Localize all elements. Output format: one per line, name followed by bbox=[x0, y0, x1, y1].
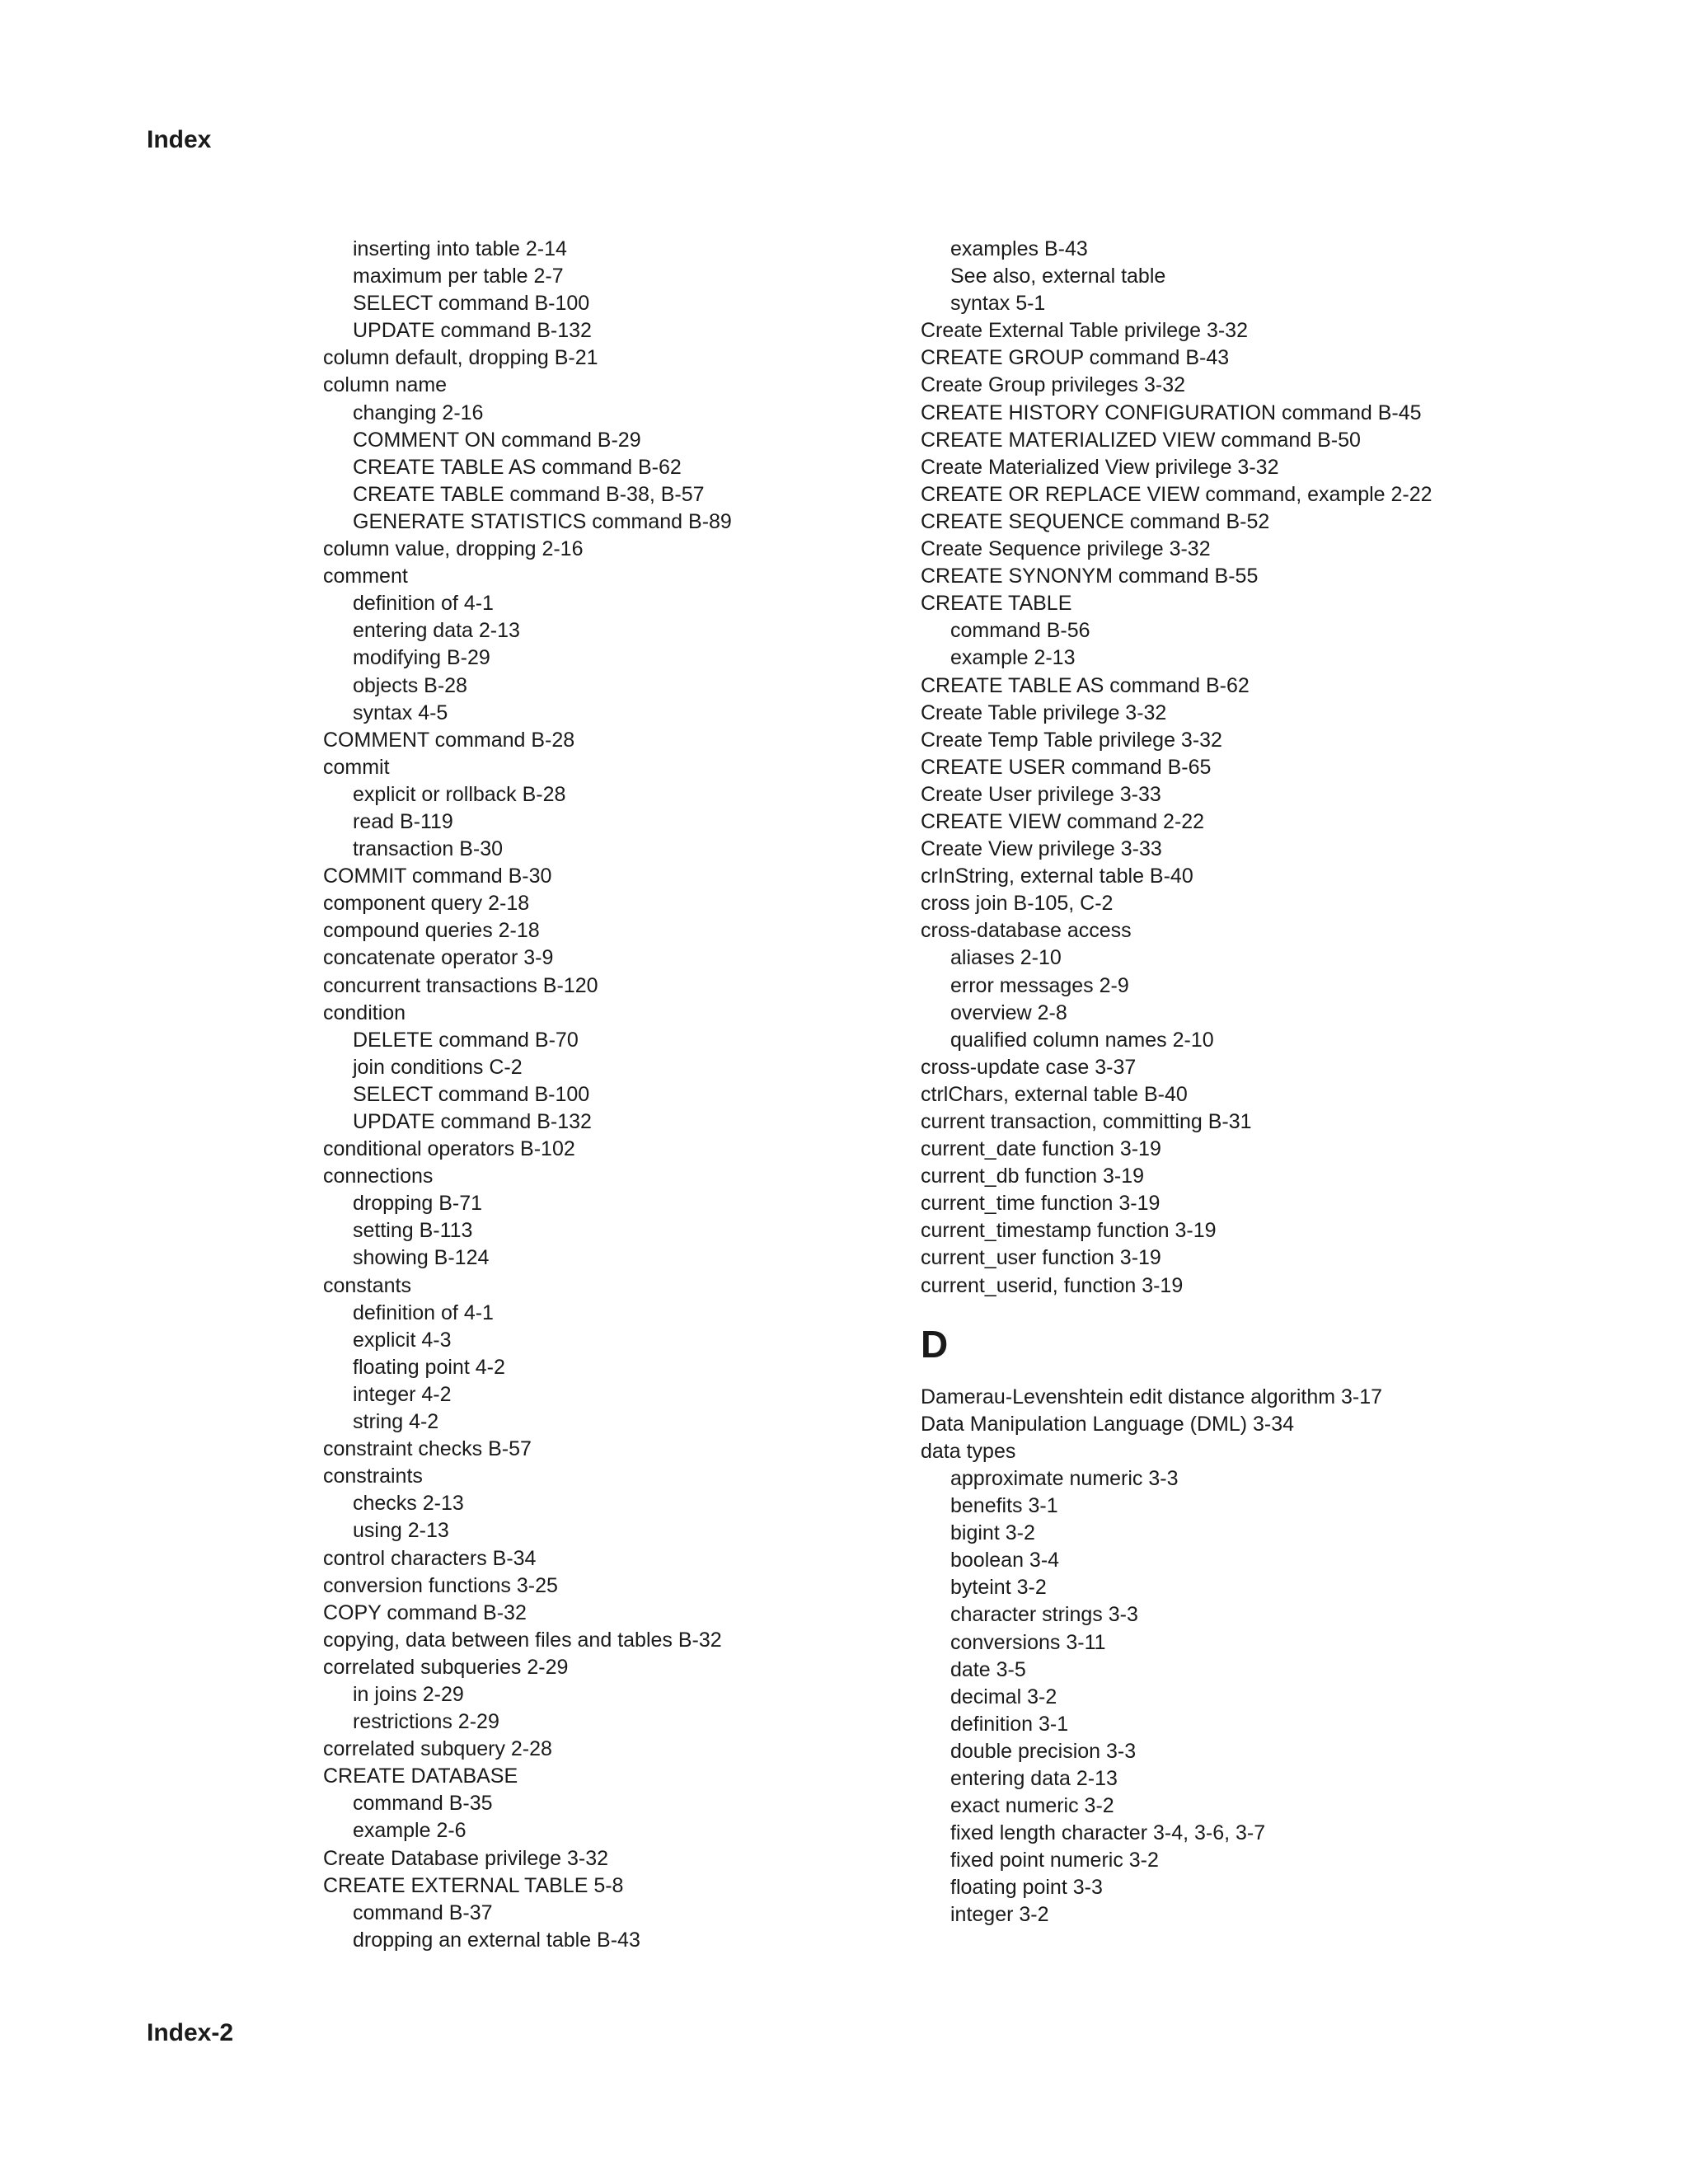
index-entry: cross-database access bbox=[921, 919, 1132, 943]
index-entry: current_time function 3-19 bbox=[921, 1192, 1160, 1216]
index-subentry: showing B-124 bbox=[353, 1246, 490, 1270]
index-subentry: join conditions C-2 bbox=[353, 1055, 523, 1079]
index-subentry: checks 2-13 bbox=[353, 1492, 464, 1516]
index-subentry: maximum per table 2-7 bbox=[353, 265, 564, 288]
index-column-right bbox=[921, 236, 1547, 1929]
index-subentry: COMMENT ON command B-29 bbox=[353, 428, 641, 452]
index-entry: current_userid, function 3-19 bbox=[921, 1273, 1184, 1297]
index-entry: Create Group privileges 3-32 bbox=[921, 373, 1185, 397]
index-entry: compound queries 2-18 bbox=[323, 919, 540, 943]
index-subentry: decimal 3-2 bbox=[950, 1685, 1057, 1708]
index-subentry: read B-119 bbox=[353, 809, 453, 833]
index-subentry: boolean 3-4 bbox=[950, 1549, 1060, 1572]
index-entry: concurrent transactions B-120 bbox=[323, 973, 598, 997]
index-subentry: DELETE command B-70 bbox=[353, 1028, 579, 1052]
index-entry: concatenate operator 3-9 bbox=[323, 946, 554, 970]
index-entry: comment bbox=[323, 565, 408, 588]
index-entry: CREATE DATABASE bbox=[323, 1765, 518, 1788]
index-entry: CREATE USER command B-65 bbox=[921, 755, 1212, 779]
index-subentry: changing 2-16 bbox=[353, 401, 484, 424]
index-entry: CREATE MATERIALIZED VIEW command B-50 bbox=[921, 428, 1361, 452]
index-subentry: explicit or rollback B-28 bbox=[353, 782, 566, 806]
index-entry: cross join B-105, C-2 bbox=[921, 892, 1114, 916]
index-entry: CREATE SEQUENCE command B-52 bbox=[921, 509, 1270, 533]
index-subentry: entering data 2-13 bbox=[353, 619, 520, 643]
index-entry: connections bbox=[323, 1165, 434, 1188]
index-entry: crInString, external table B-40 bbox=[921, 865, 1193, 888]
index-subentry: qualified column names 2-10 bbox=[950, 1028, 1214, 1052]
index-entry: condition bbox=[323, 1001, 406, 1024]
index-entry: Create Temp Table privilege 3-32 bbox=[921, 728, 1222, 752]
index-subentry: example 2-13 bbox=[950, 646, 1076, 670]
index-subentry: conversions 3-11 bbox=[950, 1630, 1106, 1654]
index-subentry: floating point 4-2 bbox=[353, 1355, 505, 1379]
index-entry: CREATE OR REPLACE VIEW command, example 2-22 bbox=[921, 482, 1432, 506]
index-subentry: CREATE TABLE AS command B-62 bbox=[353, 455, 682, 479]
index-entry: constraints bbox=[323, 1465, 423, 1488]
index-entry: correlated subquery 2-28 bbox=[323, 1737, 552, 1761]
index-entry: Damerau-Levenshtein edit distance algorithm 3-17 bbox=[921, 1385, 1383, 1408]
index-entry: copying, data between files and tables B-32 bbox=[323, 1628, 722, 1652]
letter-section-gap bbox=[921, 1300, 1547, 1321]
index-subentry: See also, external table bbox=[950, 265, 1166, 288]
index-subentry: CREATE TABLE command B-38, B-57 bbox=[353, 482, 705, 506]
index-entry: CREATE HISTORY CONFIGURATION command B-45 bbox=[921, 401, 1422, 424]
index-subentry: definition of 4-1 bbox=[353, 1301, 494, 1324]
index-subentry: dropping an external table B-43 bbox=[353, 1928, 640, 1952]
index-subentry: entering data 2-13 bbox=[950, 1766, 1118, 1790]
index-entry: CREATE EXTERNAL TABLE 5-8 bbox=[323, 1873, 624, 1897]
index-subentry: approximate numeric 3-3 bbox=[950, 1466, 1179, 1490]
index-entry: commit bbox=[323, 755, 390, 779]
index-subentry: exact numeric 3-2 bbox=[950, 1794, 1114, 1818]
index-entry: current_timestamp function 3-19 bbox=[921, 1219, 1217, 1243]
index-subentry: date 3-5 bbox=[950, 1657, 1026, 1681]
index-subentry: bigint 3-2 bbox=[950, 1521, 1035, 1545]
index-subentry: character strings 3-3 bbox=[950, 1603, 1138, 1627]
index-subentry: GENERATE STATISTICS command B-89 bbox=[353, 509, 732, 533]
index-entry: Create Materialized View privilege 3-32 bbox=[921, 455, 1279, 479]
index-subentry: definition of 4-1 bbox=[353, 592, 494, 616]
index-entry: CREATE SYNONYM command B-55 bbox=[921, 565, 1259, 588]
index-subentry: in joins 2-29 bbox=[353, 1682, 464, 1706]
index-entry: current_date function 3-19 bbox=[921, 1137, 1161, 1161]
index-entry: column default, dropping B-21 bbox=[323, 346, 598, 370]
index-entry: conversion functions 3-25 bbox=[323, 1573, 558, 1597]
index-subentry: fixed point numeric 3-2 bbox=[950, 1849, 1159, 1872]
index-entry: CREATE TABLE AS command B-62 bbox=[921, 673, 1250, 697]
index-entry: COMMENT command B-28 bbox=[323, 728, 575, 752]
index-subentry: SELECT command B-100 bbox=[353, 1082, 590, 1106]
index-entry: cross-update case 3-37 bbox=[921, 1055, 1137, 1079]
index-subentry: setting B-113 bbox=[353, 1219, 473, 1243]
index-entry: COPY command B-32 bbox=[323, 1601, 527, 1624]
index-subentry: integer 4-2 bbox=[353, 1382, 452, 1406]
index-entry: current transaction, committing B-31 bbox=[921, 1110, 1252, 1133]
index-subentry: transaction B-30 bbox=[353, 837, 504, 861]
index-subentry: UPDATE command B-132 bbox=[353, 319, 592, 343]
index-entry: data types bbox=[921, 1439, 1016, 1463]
index-entry: Data Manipulation Language (DML) 3-34 bbox=[921, 1412, 1295, 1436]
index-entry: column value, dropping 2-16 bbox=[323, 537, 584, 561]
index-entry: conditional operators B-102 bbox=[323, 1137, 575, 1161]
index-entry: CREATE TABLE bbox=[921, 592, 1072, 616]
index-entry: constraint checks B-57 bbox=[323, 1437, 532, 1461]
index-entry: current_db function 3-19 bbox=[921, 1165, 1145, 1188]
index-subentry: benefits 3-1 bbox=[950, 1494, 1058, 1518]
index-subentry: floating point 3-3 bbox=[950, 1876, 1103, 1900]
index-subentry: syntax 5-1 bbox=[950, 292, 1046, 316]
page-number: Index-2 bbox=[147, 2019, 234, 2046]
index-entry: Create External Table privilege 3-32 bbox=[921, 319, 1248, 343]
index-entry: ctrlChars, external table B-40 bbox=[921, 1082, 1188, 1106]
index-subentry: double precision 3-3 bbox=[950, 1739, 1137, 1763]
index-column-left bbox=[323, 236, 950, 1954]
index-subentry: integer 3-2 bbox=[950, 1903, 1049, 1927]
index-entry: CREATE VIEW command 2-22 bbox=[921, 809, 1205, 833]
running-header-title: Index bbox=[147, 126, 212, 153]
index-letter-heading: D bbox=[921, 1322, 949, 1366]
index-subentry: definition 3-1 bbox=[950, 1712, 1069, 1736]
index-entry: control characters B-34 bbox=[323, 1546, 537, 1570]
index-subentry: string 4-2 bbox=[353, 1410, 439, 1434]
index-subentry: fixed length character 3-4, 3-6, 3-7 bbox=[950, 1821, 1266, 1845]
index-subentry: objects B-28 bbox=[353, 673, 467, 697]
index-entry: current_user function 3-19 bbox=[921, 1246, 1161, 1270]
index-entry: Create Sequence privilege 3-32 bbox=[921, 537, 1211, 561]
index-subentry: modifying B-29 bbox=[353, 646, 490, 670]
index-subentry: using 2-13 bbox=[353, 1519, 449, 1543]
index-entry: column name bbox=[323, 373, 448, 397]
index-subentry: dropping B-71 bbox=[353, 1192, 483, 1216]
index-subentry: overview 2-8 bbox=[950, 1001, 1067, 1024]
index-subentry: SELECT command B-100 bbox=[353, 292, 590, 316]
index-subentry: example 2-6 bbox=[353, 1819, 467, 1843]
index-subentry: syntax 4-5 bbox=[353, 701, 448, 724]
index-subentry: command B-37 bbox=[353, 1900, 493, 1924]
index-subentry: inserting into table 2-14 bbox=[353, 237, 567, 260]
index-entry: CREATE GROUP command B-43 bbox=[921, 346, 1230, 370]
index-subentry: byteint 3-2 bbox=[950, 1576, 1047, 1600]
index-entry: constants bbox=[323, 1273, 412, 1297]
index-entry: Create Table privilege 3-32 bbox=[921, 701, 1167, 724]
index-subentry: restrictions 2-29 bbox=[353, 1710, 499, 1734]
index-subentry: UPDATE command B-132 bbox=[353, 1110, 592, 1133]
index-subentry: error messages 2-9 bbox=[950, 973, 1129, 997]
index-entry: Create User privilege 3-33 bbox=[921, 782, 1161, 806]
index-entry: correlated subqueries 2-29 bbox=[323, 1655, 569, 1679]
index-subentry: explicit 4-3 bbox=[353, 1328, 452, 1352]
index-entry: Create Database privilege 3-32 bbox=[323, 1846, 609, 1870]
index-subentry: examples B-43 bbox=[950, 237, 1088, 260]
index-subentry: aliases 2-10 bbox=[950, 946, 1062, 970]
index-entry: Create View privilege 3-33 bbox=[921, 837, 1162, 861]
index-entry: component query 2-18 bbox=[323, 892, 530, 916]
index-subentry: command B-35 bbox=[353, 1792, 493, 1816]
index-entry: COMMIT command B-30 bbox=[323, 865, 552, 888]
index-subentry: command B-56 bbox=[950, 619, 1090, 643]
